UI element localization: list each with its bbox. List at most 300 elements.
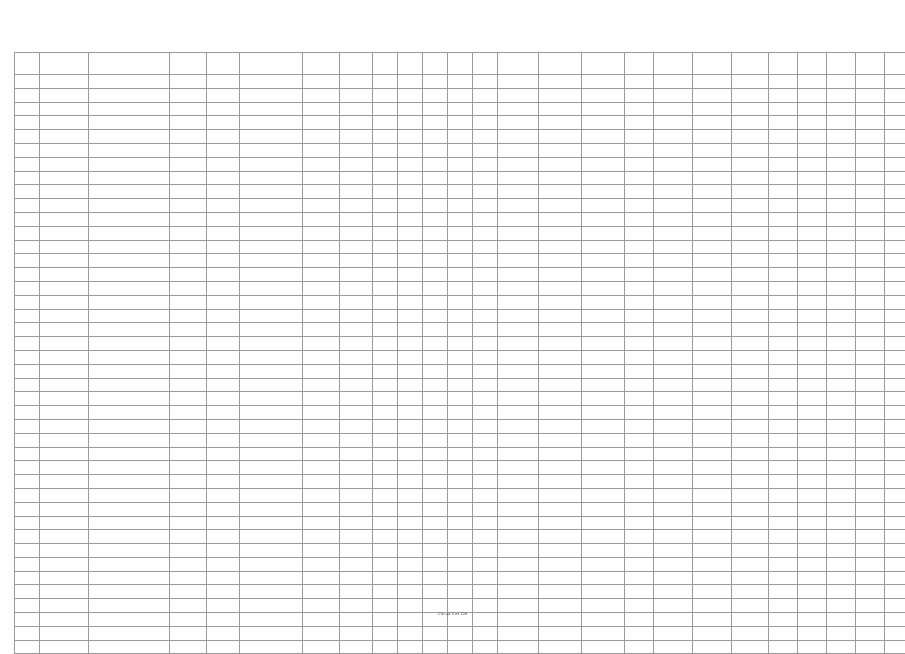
table-cell xyxy=(207,102,240,116)
table-cell xyxy=(373,461,398,475)
table-cell xyxy=(423,447,448,461)
table-cell xyxy=(539,171,582,185)
table-cell xyxy=(885,488,905,502)
table-cell xyxy=(498,226,539,240)
table-cell xyxy=(240,185,303,199)
table-cell xyxy=(240,502,303,516)
table-cell xyxy=(373,337,398,351)
table-cell xyxy=(885,130,905,144)
table-cell xyxy=(448,350,473,364)
table-cell xyxy=(654,281,693,295)
table-cell xyxy=(582,157,625,171)
table-cell xyxy=(856,461,885,475)
table-cell xyxy=(498,516,539,530)
table-cell xyxy=(240,392,303,406)
table-cell xyxy=(89,295,170,309)
table-cell xyxy=(625,461,654,475)
table-cell xyxy=(398,378,423,392)
table-cell xyxy=(340,544,373,558)
table-cell xyxy=(398,640,423,654)
table-cell xyxy=(423,530,448,544)
table-cell xyxy=(856,295,885,309)
table-cell xyxy=(398,88,423,102)
table-cell xyxy=(827,212,856,226)
table-cell xyxy=(693,557,732,571)
table-cell xyxy=(340,488,373,502)
table-cell xyxy=(89,212,170,226)
table-row xyxy=(15,185,905,199)
table-cell xyxy=(207,323,240,337)
table-cell xyxy=(398,240,423,254)
table-cell xyxy=(798,268,827,282)
table-cell xyxy=(15,364,40,378)
table-cell xyxy=(15,102,40,116)
table-row xyxy=(15,626,905,640)
table-cell xyxy=(582,102,625,116)
table-cell xyxy=(693,157,732,171)
table-cell xyxy=(89,199,170,213)
table-cell xyxy=(885,544,905,558)
table-cell xyxy=(769,295,798,309)
table-cell xyxy=(89,378,170,392)
table-cell xyxy=(448,171,473,185)
table-cell xyxy=(423,516,448,530)
table-cell xyxy=(170,406,207,420)
table-row xyxy=(15,461,905,475)
table-cell xyxy=(89,530,170,544)
table-cell xyxy=(693,130,732,144)
table-cell xyxy=(769,254,798,268)
table-cell xyxy=(654,143,693,157)
table-cell xyxy=(240,364,303,378)
table-row xyxy=(15,143,905,157)
table-cell xyxy=(398,516,423,530)
table-cell xyxy=(693,281,732,295)
table-cell xyxy=(170,130,207,144)
table-cell xyxy=(15,295,40,309)
table-cell xyxy=(582,323,625,337)
column-header-19 xyxy=(693,53,732,75)
table-cell xyxy=(40,185,89,199)
table-cell xyxy=(654,475,693,489)
table-cell xyxy=(423,585,448,599)
table-cell xyxy=(207,516,240,530)
table-cell xyxy=(240,254,303,268)
table-cell xyxy=(340,185,373,199)
table-cell xyxy=(625,102,654,116)
table-cell xyxy=(693,406,732,420)
table-cell xyxy=(498,350,539,364)
table-row xyxy=(15,350,905,364)
table-cell xyxy=(303,199,340,213)
table-cell xyxy=(693,447,732,461)
table-cell xyxy=(448,599,473,613)
table-cell xyxy=(240,323,303,337)
table-cell xyxy=(769,364,798,378)
table-cell xyxy=(15,640,40,654)
table-cell xyxy=(303,212,340,226)
table-cell xyxy=(398,447,423,461)
table-cell xyxy=(398,309,423,323)
table-cell xyxy=(827,488,856,502)
table-cell xyxy=(340,281,373,295)
table-cell xyxy=(498,378,539,392)
table-cell xyxy=(340,378,373,392)
table-cell xyxy=(798,281,827,295)
table-cell xyxy=(582,268,625,282)
table-cell xyxy=(207,502,240,516)
table-cell xyxy=(498,557,539,571)
table-cell xyxy=(582,530,625,544)
table-row xyxy=(15,226,905,240)
table-cell xyxy=(654,75,693,89)
table-cell xyxy=(654,268,693,282)
table-row xyxy=(15,585,905,599)
table-cell xyxy=(539,516,582,530)
table-cell xyxy=(582,599,625,613)
table-cell xyxy=(448,157,473,171)
table-cell xyxy=(473,102,498,116)
table-row xyxy=(15,171,905,185)
table-row xyxy=(15,268,905,282)
table-cell xyxy=(373,199,398,213)
table-cell xyxy=(885,447,905,461)
table-cell xyxy=(15,88,40,102)
table-cell xyxy=(732,599,769,613)
table-cell xyxy=(654,392,693,406)
table-cell xyxy=(732,240,769,254)
column-header-8 xyxy=(340,53,373,75)
table-cell xyxy=(732,433,769,447)
table-cell xyxy=(473,461,498,475)
table-cell xyxy=(40,157,89,171)
table-cell xyxy=(40,585,89,599)
table-cell xyxy=(207,295,240,309)
table-row xyxy=(15,599,905,613)
table-cell xyxy=(373,640,398,654)
table-row xyxy=(15,240,905,254)
table-cell xyxy=(498,530,539,544)
table-cell xyxy=(423,143,448,157)
table-cell xyxy=(539,116,582,130)
table-cell xyxy=(798,309,827,323)
table-cell xyxy=(170,392,207,406)
table-cell xyxy=(170,364,207,378)
table-cell xyxy=(240,157,303,171)
table-cell xyxy=(373,378,398,392)
table-cell xyxy=(423,502,448,516)
table-cell xyxy=(15,461,40,475)
table-cell xyxy=(539,475,582,489)
table-cell xyxy=(732,530,769,544)
table-cell xyxy=(423,406,448,420)
table-cell xyxy=(498,88,539,102)
table-cell xyxy=(340,475,373,489)
table-cell xyxy=(827,419,856,433)
table-cell xyxy=(170,240,207,254)
table-cell xyxy=(15,337,40,351)
table-cell xyxy=(582,516,625,530)
table-cell xyxy=(769,323,798,337)
table-cell xyxy=(539,571,582,585)
table-cell xyxy=(856,530,885,544)
table-cell xyxy=(654,488,693,502)
table-cell xyxy=(398,626,423,640)
table-cell xyxy=(448,502,473,516)
table-cell xyxy=(473,226,498,240)
table-cell xyxy=(398,392,423,406)
table-cell xyxy=(539,268,582,282)
table-cell xyxy=(170,254,207,268)
table-cell xyxy=(170,323,207,337)
table-cell xyxy=(856,323,885,337)
table-cell xyxy=(473,240,498,254)
table-cell xyxy=(340,502,373,516)
table-cell xyxy=(423,557,448,571)
table-cell xyxy=(373,544,398,558)
table-cell xyxy=(693,350,732,364)
table-cell xyxy=(340,116,373,130)
table-cell xyxy=(827,185,856,199)
table-cell xyxy=(827,350,856,364)
table-cell xyxy=(473,571,498,585)
table-cell xyxy=(423,544,448,558)
table-cell xyxy=(856,544,885,558)
table-cell xyxy=(654,88,693,102)
table-cell xyxy=(207,392,240,406)
table-cell xyxy=(40,75,89,89)
table-cell xyxy=(769,406,798,420)
table-cell xyxy=(769,102,798,116)
table-cell xyxy=(732,88,769,102)
table-cell xyxy=(240,281,303,295)
table-cell xyxy=(207,364,240,378)
table-cell xyxy=(625,447,654,461)
table-cell xyxy=(207,226,240,240)
table-cell xyxy=(170,378,207,392)
table-cell xyxy=(207,281,240,295)
table-cell xyxy=(827,585,856,599)
table-cell xyxy=(89,406,170,420)
table-cell xyxy=(693,185,732,199)
table-cell xyxy=(885,240,905,254)
table-cell xyxy=(732,640,769,654)
table-cell xyxy=(827,309,856,323)
table-cell xyxy=(473,544,498,558)
table-cell xyxy=(15,557,40,571)
table-cell xyxy=(582,392,625,406)
table-cell xyxy=(15,254,40,268)
table-cell xyxy=(693,254,732,268)
table-cell xyxy=(798,102,827,116)
table-cell xyxy=(798,406,827,420)
table-cell xyxy=(625,516,654,530)
table-cell xyxy=(473,171,498,185)
column-header-22 xyxy=(798,53,827,75)
table-cell xyxy=(856,226,885,240)
table-cell xyxy=(373,254,398,268)
table-cell xyxy=(340,88,373,102)
table-cell xyxy=(240,199,303,213)
table-header xyxy=(15,53,905,75)
table-cell xyxy=(170,488,207,502)
table-cell xyxy=(40,364,89,378)
table-cell xyxy=(423,392,448,406)
table-cell xyxy=(693,337,732,351)
table-cell xyxy=(582,640,625,654)
table-cell xyxy=(170,502,207,516)
table-cell xyxy=(170,337,207,351)
table-cell xyxy=(798,157,827,171)
table-cell xyxy=(885,116,905,130)
table-cell xyxy=(448,268,473,282)
table-cell xyxy=(89,516,170,530)
table-cell xyxy=(769,171,798,185)
table-cell xyxy=(625,364,654,378)
table-cell xyxy=(448,544,473,558)
table-cell xyxy=(398,585,423,599)
table-cell xyxy=(207,599,240,613)
table-cell xyxy=(539,406,582,420)
table-cell xyxy=(693,488,732,502)
table-cell xyxy=(170,599,207,613)
column-header-10 xyxy=(398,53,423,75)
table-cell xyxy=(856,337,885,351)
table-cell xyxy=(40,88,89,102)
table-cell xyxy=(15,502,40,516)
table-cell xyxy=(423,364,448,378)
table-cell xyxy=(885,516,905,530)
table-cell xyxy=(423,337,448,351)
table-cell xyxy=(303,433,340,447)
table-cell xyxy=(856,102,885,116)
table-cell xyxy=(423,130,448,144)
table-cell xyxy=(654,530,693,544)
table-cell xyxy=(448,406,473,420)
table-cell xyxy=(423,268,448,282)
table-cell xyxy=(423,323,448,337)
table-cell xyxy=(732,557,769,571)
table-cell xyxy=(769,130,798,144)
table-cell xyxy=(340,557,373,571)
table-cell xyxy=(40,378,89,392)
table-cell xyxy=(40,516,89,530)
table-cell xyxy=(170,419,207,433)
table-cell xyxy=(693,323,732,337)
table-cell xyxy=(654,433,693,447)
table-cell xyxy=(539,530,582,544)
table-cell xyxy=(398,102,423,116)
table-row xyxy=(15,364,905,378)
table-cell xyxy=(625,585,654,599)
table-cell xyxy=(40,254,89,268)
table-cell xyxy=(539,502,582,516)
table-cell xyxy=(732,585,769,599)
table-cell xyxy=(732,392,769,406)
table-cell xyxy=(625,143,654,157)
table-cell xyxy=(498,433,539,447)
table-cell xyxy=(15,281,40,295)
column-header-7 xyxy=(303,53,340,75)
table-cell xyxy=(89,419,170,433)
table-cell xyxy=(654,212,693,226)
table-cell xyxy=(207,337,240,351)
table-cell xyxy=(89,502,170,516)
table-cell xyxy=(856,557,885,571)
table-cell xyxy=(827,502,856,516)
table-cell xyxy=(625,406,654,420)
table-cell xyxy=(40,350,89,364)
table-cell xyxy=(769,516,798,530)
table-cell xyxy=(856,75,885,89)
table-cell xyxy=(303,364,340,378)
table-cell xyxy=(423,433,448,447)
table-cell xyxy=(170,433,207,447)
table-cell xyxy=(539,337,582,351)
table-cell xyxy=(303,585,340,599)
table-cell xyxy=(693,599,732,613)
table-row xyxy=(15,323,905,337)
table-cell xyxy=(798,640,827,654)
table-cell xyxy=(582,364,625,378)
table-cell xyxy=(40,488,89,502)
table-cell xyxy=(798,323,827,337)
table-cell xyxy=(798,461,827,475)
table-cell xyxy=(398,226,423,240)
table-cell xyxy=(398,143,423,157)
table-cell xyxy=(693,392,732,406)
table-cell xyxy=(303,254,340,268)
table-cell xyxy=(625,199,654,213)
table-cell xyxy=(340,392,373,406)
table-cell xyxy=(885,295,905,309)
table-cell xyxy=(693,364,732,378)
table-cell xyxy=(625,226,654,240)
table-cell xyxy=(15,530,40,544)
table-row xyxy=(15,544,905,558)
table-cell xyxy=(448,516,473,530)
table-cell xyxy=(448,488,473,502)
table-cell xyxy=(654,337,693,351)
table-cell xyxy=(769,143,798,157)
table-cell xyxy=(170,75,207,89)
table-cell xyxy=(539,157,582,171)
table-cell xyxy=(625,295,654,309)
table-cell xyxy=(827,475,856,489)
table-cell xyxy=(15,585,40,599)
table-cell xyxy=(498,544,539,558)
table-cell xyxy=(89,240,170,254)
table-cell xyxy=(798,295,827,309)
table-cell xyxy=(448,447,473,461)
table-cell xyxy=(769,571,798,585)
table-cell xyxy=(769,461,798,475)
table-cell xyxy=(423,378,448,392)
table-cell xyxy=(40,295,89,309)
table-cell xyxy=(423,571,448,585)
table-cell xyxy=(827,240,856,254)
table-cell xyxy=(303,185,340,199)
table-cell xyxy=(15,392,40,406)
table-cell xyxy=(373,143,398,157)
table-cell xyxy=(856,516,885,530)
table-cell xyxy=(423,640,448,654)
table-cell xyxy=(340,323,373,337)
table-cell xyxy=(856,392,885,406)
table-row xyxy=(15,75,905,89)
table-cell xyxy=(625,130,654,144)
table-cell xyxy=(827,447,856,461)
